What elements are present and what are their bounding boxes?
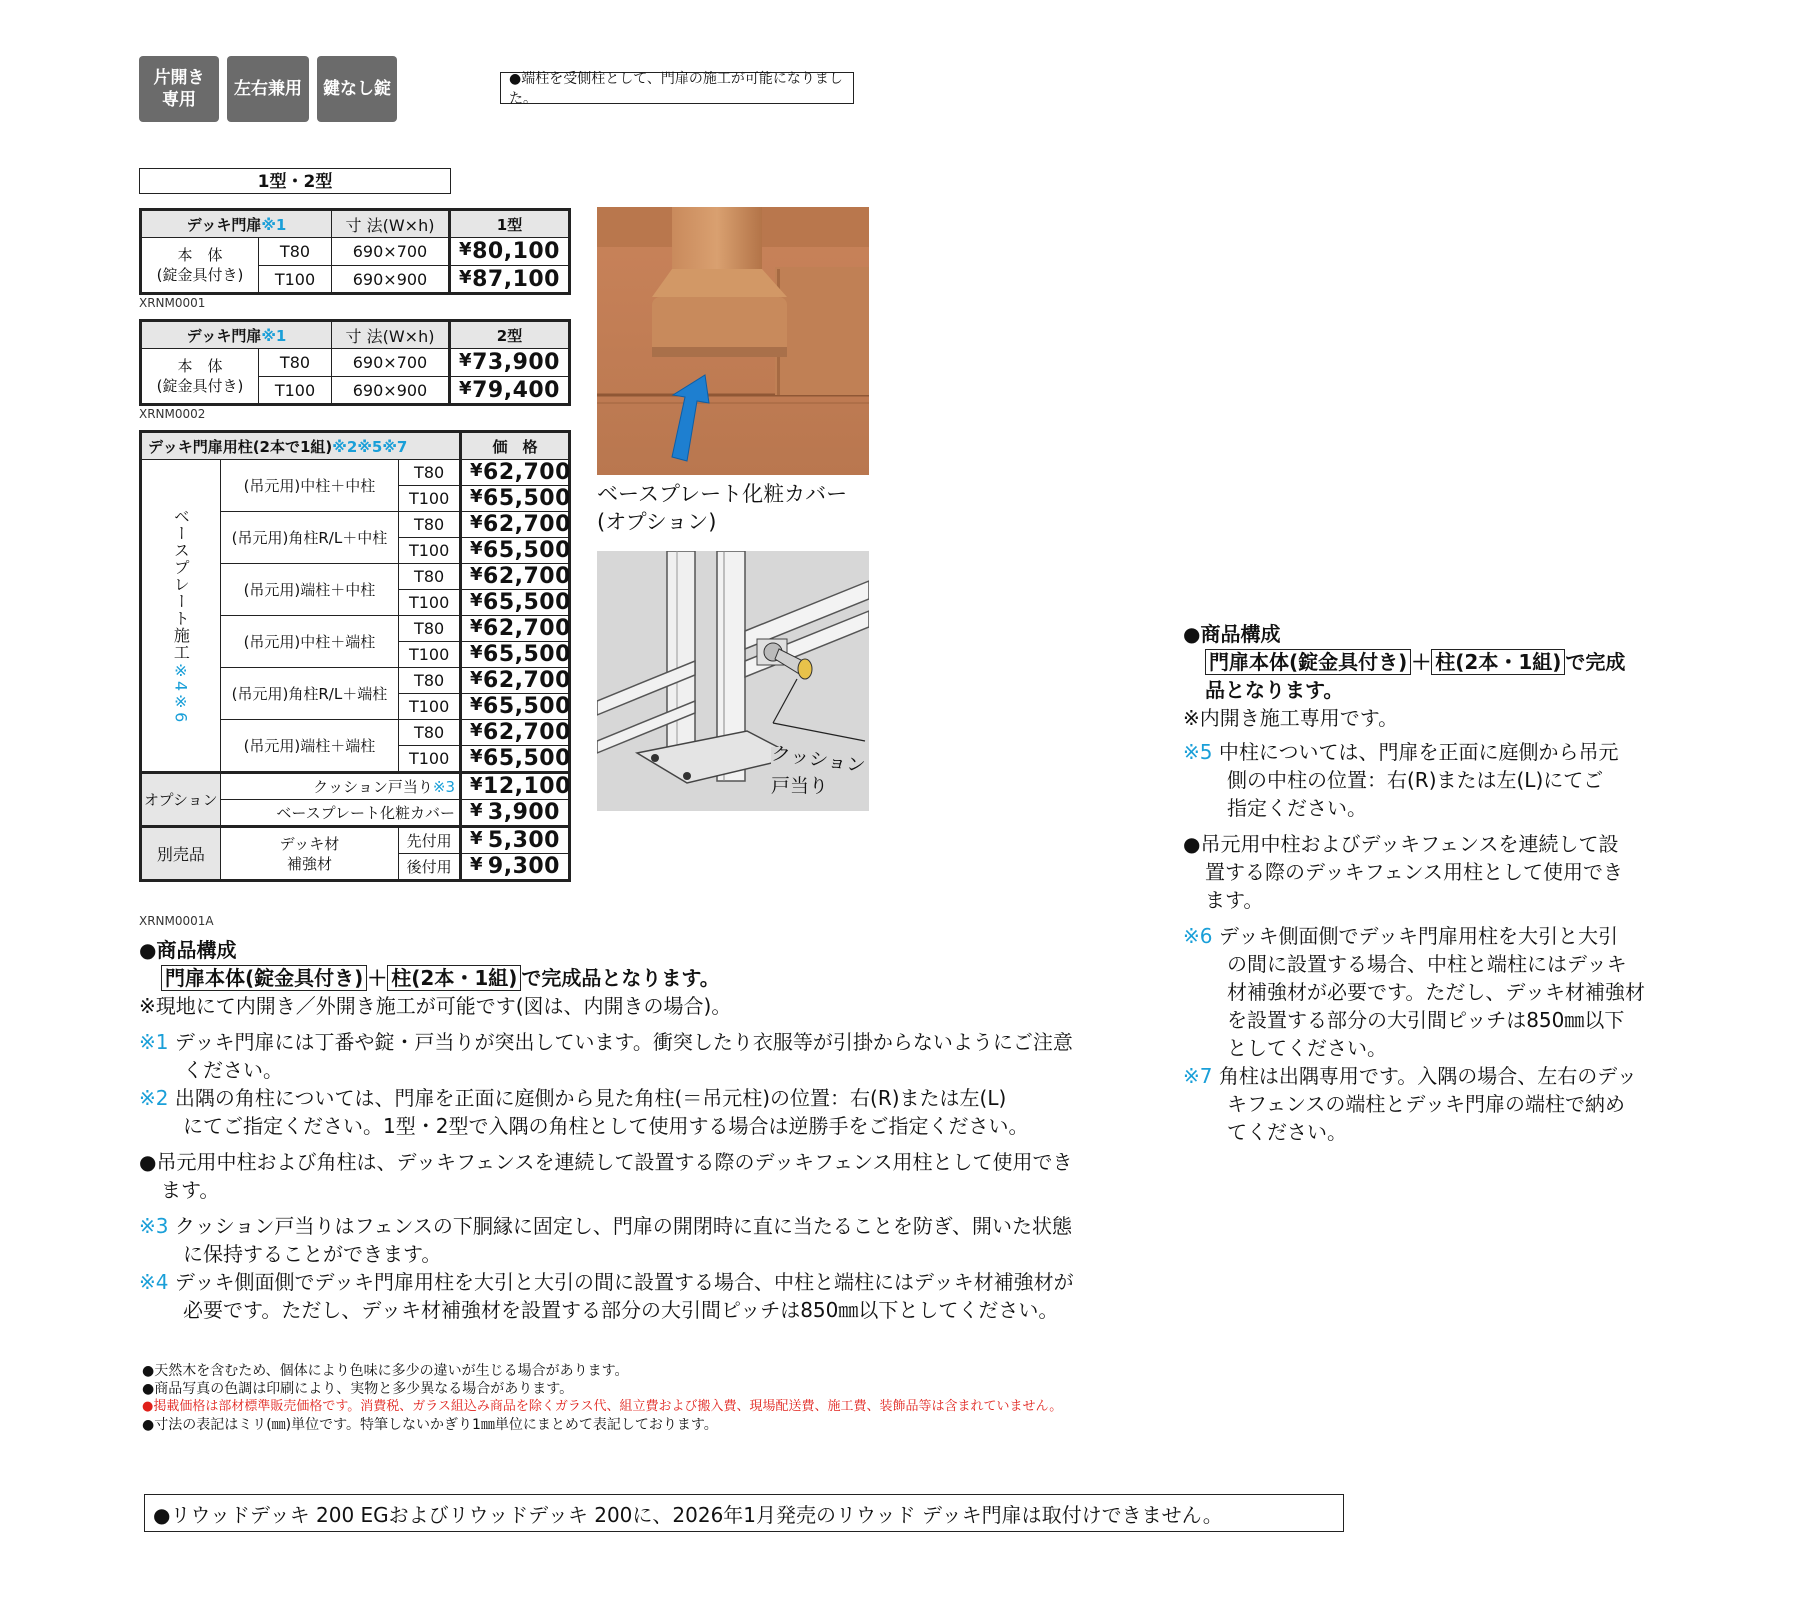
fine-print: ●天然木を含むため、個体により色味に多少の違いが生じる場合があります。 ●商品写真の色調は印刷により、実物と多少異なる場合があります。 ●掲載価格は部材標準販売価格です。消費税、ガラス組込み商品を除くガラス代、組立費および搬入費、現場配送費、施工費、装飾品等は含まれていません。 ●寸法の表記はミリ(㎜)単位です。特筆しないかぎり1㎜単位にまとめて表記しております。 xyxy=(142,1363,1063,1433)
left-notes: ●商品構成 門扉本体(錠金具付き) ＋ 柱(2本・1組) で完成品となります。 ※現地にて内開き／外開き施工が可能です(図は、内開きの場合)。 ※1 デッキ門扉には丁番や錠・戸当りが突出しています。衝突したり衣服等が引掛からないようにご注意 ください。 ※2 出隅の角柱については、門扉を正面に庭側から見た角柱(＝吊元柱)の位置：右(R)または左(L) にてご指定ください。1型・2型で入隅の角柱として使用する場合は逆勝手をご指定ください。 ●吊元用中柱および角柱は、デッキフェンスを連続して設置する際のデッキフェンス用柱として使用でき ます。 ※3 クッション戸当りはフェンスの下胴縁に固定し、門扉の開閉時に直に当たることを防ぎ、開いた状態 に保持することができます。 ※4 デッキ側面側でデッキ門扉用柱を大引と大引の間に設置する場合、中柱と端柱にはデッキ材補強材が 必要です。ただし、デッキ材補強材を設置する部分の大引間ピッチは850㎜以下としてください。 xyxy=(139,938,1074,1322)
photo1-caption: ベースプレート化粧カバー (オプション) xyxy=(597,482,848,534)
cushion-label: クッション 戸当り xyxy=(769,742,867,797)
post-price-table: デッキ門扉用柱(2本で1組)※2※5※7 価 格 ベースプレート施工※4※6 (吊元用)中柱＋中柱 T80 ¥ 62,700 T100 ¥ 65,500 (吊元用)角柱R/L＋中柱 T80 ¥ 62,700 T100 ¥ 65,500 (吊元用)端柱＋中柱 T80 ¥ 62,700 T100 ¥ 65,500 (吊元用)中柱＋端柱 T80 ¥ 62,700 T100 ¥ 65,500 (吊元用)角柱R/L＋端柱 T80 ¥ 62,700 T100 ¥ 65,500 (吊元用)端柱＋端柱 T80 ¥ 62,700 T100 ¥ 65,500 オプション クッション戸当り※3 ¥ 12,100 ベースプレート化粧カバー ¥ 3,900 別売品 デッキ材 補強材 先付用 ¥ 5,300 後付用 ¥ 9,300 xyxy=(139,430,571,882)
vertical-label: ベースプレート施工※4※6 xyxy=(141,460,221,773)
tag-left-right: 左右兼用 xyxy=(227,56,309,122)
right-notes: ●商品構成 門扉本体(錠金具付き) ＋ 柱(2本・1組) で完成 品となります。 ※内開き施工専用です。 ※5 中柱については、門扉を正面に庭側から吊元 側の中柱の位置：右(R)または左(L)にてご 指定ください。 ●吊元用中柱およびデッキフェンスを連続して設 置する際のデッキフェンス用柱として使用でき ます。 ※6 デッキ側面側でデッキ門扉用柱を大引と大引 の間に設置する場合、中柱と端柱にはデッキ 材補強材が必要です。ただし、デッキ材補強材 を設置する部分の大引間ピッチは850㎜以下 としてください。 ※7 角柱は出隅専用です。入隅の場合、左右のデッ キフェンスの端柱とデッキ門扉の端柱で納め てください。 xyxy=(1183,622,1645,1144)
type-label: 1型・2型 xyxy=(139,168,451,194)
tag-no-key-lock: 鍵なし錠 xyxy=(317,56,397,122)
table2-code: XRNM0002 xyxy=(139,407,206,421)
price-table-type2: デッキ門扉※1 寸 法(W×h) 2型 本 体 (錠金具付き) T80 690×700 ¥ 73,900 T100 690×900 ¥ 79,400 xyxy=(139,319,571,406)
table1-code: XRNM0001 xyxy=(139,296,206,310)
tag-single-swing: 片開き専用 xyxy=(139,56,219,122)
price-table-type1: デッキ門扉※1 寸 法(W×h) 1型 本 体 (錠金具付き) T80 690×700 ¥ 80,100 T100 690×900 ¥ 87,100 xyxy=(139,208,571,295)
table3-code: XRNM0001A xyxy=(139,914,214,928)
photo-base-plate-cover xyxy=(597,207,869,475)
bottom-note: ●リウッドデッキ 200 EGおよびリウッドデッキ 200に、2026年1月発売のリウッド デッキ門扉は取付けできません。 xyxy=(144,1494,1344,1532)
photo-cushion-stopper xyxy=(597,551,869,811)
top-note: ●端柱を受側柱として、門扉の施工が可能になりました。 xyxy=(500,72,854,104)
